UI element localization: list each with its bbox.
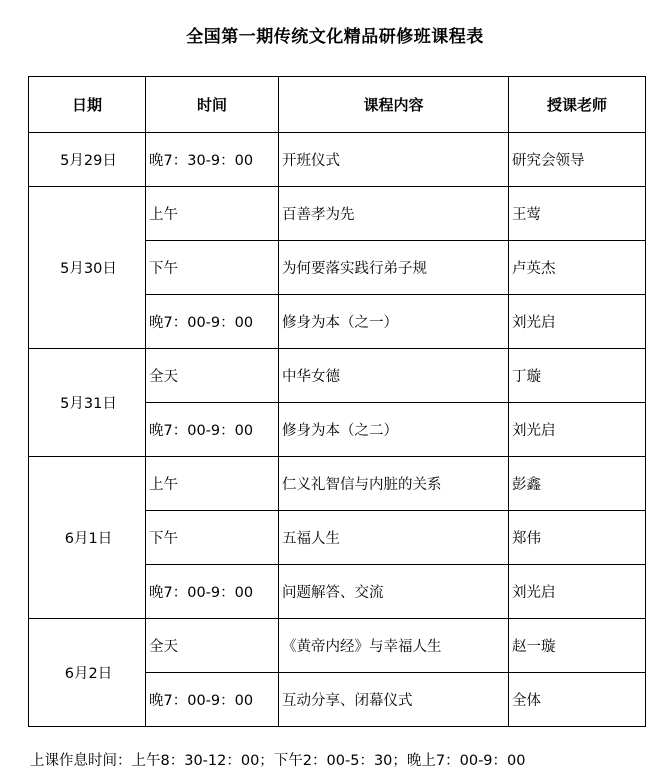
header-teacher: 授课老师 xyxy=(509,77,646,133)
page-title: 全国第一期传统文化精品研修班课程表 xyxy=(186,27,484,47)
teacher-cell: 刘光启 xyxy=(509,295,646,349)
time-cell: 晚7：00-9：00 xyxy=(146,673,279,727)
content-cell: 《黄帝内经》与幸福人生 xyxy=(279,619,509,673)
time-cell: 下午 xyxy=(146,511,279,565)
teacher-cell: 研究会领导 xyxy=(509,133,646,187)
content-cell: 互动分享、闭幕仪式 xyxy=(279,673,509,727)
content-cell: 百善孝为先 xyxy=(279,187,509,241)
date-cell: 6月1日 xyxy=(29,457,146,619)
content-cell: 修身为本（之一） xyxy=(279,295,509,349)
time-cell: 晚7：00-9：00 xyxy=(146,403,279,457)
schedule-table xyxy=(28,76,646,727)
content-cell: 修身为本（之二） xyxy=(279,403,509,457)
header-content: 课程内容 xyxy=(279,77,509,133)
table-row xyxy=(29,133,646,187)
teacher-cell: 王莺 xyxy=(509,187,646,241)
date-cell: 5月29日 xyxy=(29,133,146,187)
teacher-cell: 郑伟 xyxy=(509,511,646,565)
table-row xyxy=(29,457,646,511)
teacher-cell: 刘光启 xyxy=(509,403,646,457)
table-row xyxy=(29,619,646,673)
table-row xyxy=(29,187,646,241)
date-cell: 5月30日 xyxy=(29,187,146,349)
table-row xyxy=(29,349,646,403)
time-cell: 全天 xyxy=(146,349,279,403)
content-cell: 五福人生 xyxy=(279,511,509,565)
date-cell: 5月31日 xyxy=(29,349,146,457)
content-cell: 仁义礼智信与内脏的关系 xyxy=(279,457,509,511)
time-cell: 晚7：30-9：00 xyxy=(146,133,279,187)
header-row xyxy=(29,77,646,133)
teacher-cell: 丁璇 xyxy=(509,349,646,403)
teacher-cell: 彭鑫 xyxy=(509,457,646,511)
time-cell: 晚7：00-9：00 xyxy=(146,565,279,619)
date-cell: 6月2日 xyxy=(29,619,146,727)
time-cell: 上午 xyxy=(146,457,279,511)
time-cell: 下午 xyxy=(146,241,279,295)
time-cell: 全天 xyxy=(146,619,279,673)
content-cell: 问题解答、交流 xyxy=(279,565,509,619)
teacher-cell: 刘光启 xyxy=(509,565,646,619)
content-cell: 开班仪式 xyxy=(279,133,509,187)
schedule-footnote: 上课作息时间：上午8：30-12：00；下午2：00-5：30；晚上7：00-9：00 xyxy=(30,753,526,769)
header-time: 时间 xyxy=(146,77,279,133)
content-cell: 中华女德 xyxy=(279,349,509,403)
teacher-cell: 全体 xyxy=(509,673,646,727)
header-date: 日期 xyxy=(29,77,146,133)
teacher-cell: 卢英杰 xyxy=(509,241,646,295)
teacher-cell: 赵一璇 xyxy=(509,619,646,673)
content-cell: 为何要落实践行弟子规 xyxy=(279,241,509,295)
time-cell: 上午 xyxy=(146,187,279,241)
time-cell: 晚7：00-9：00 xyxy=(146,295,279,349)
